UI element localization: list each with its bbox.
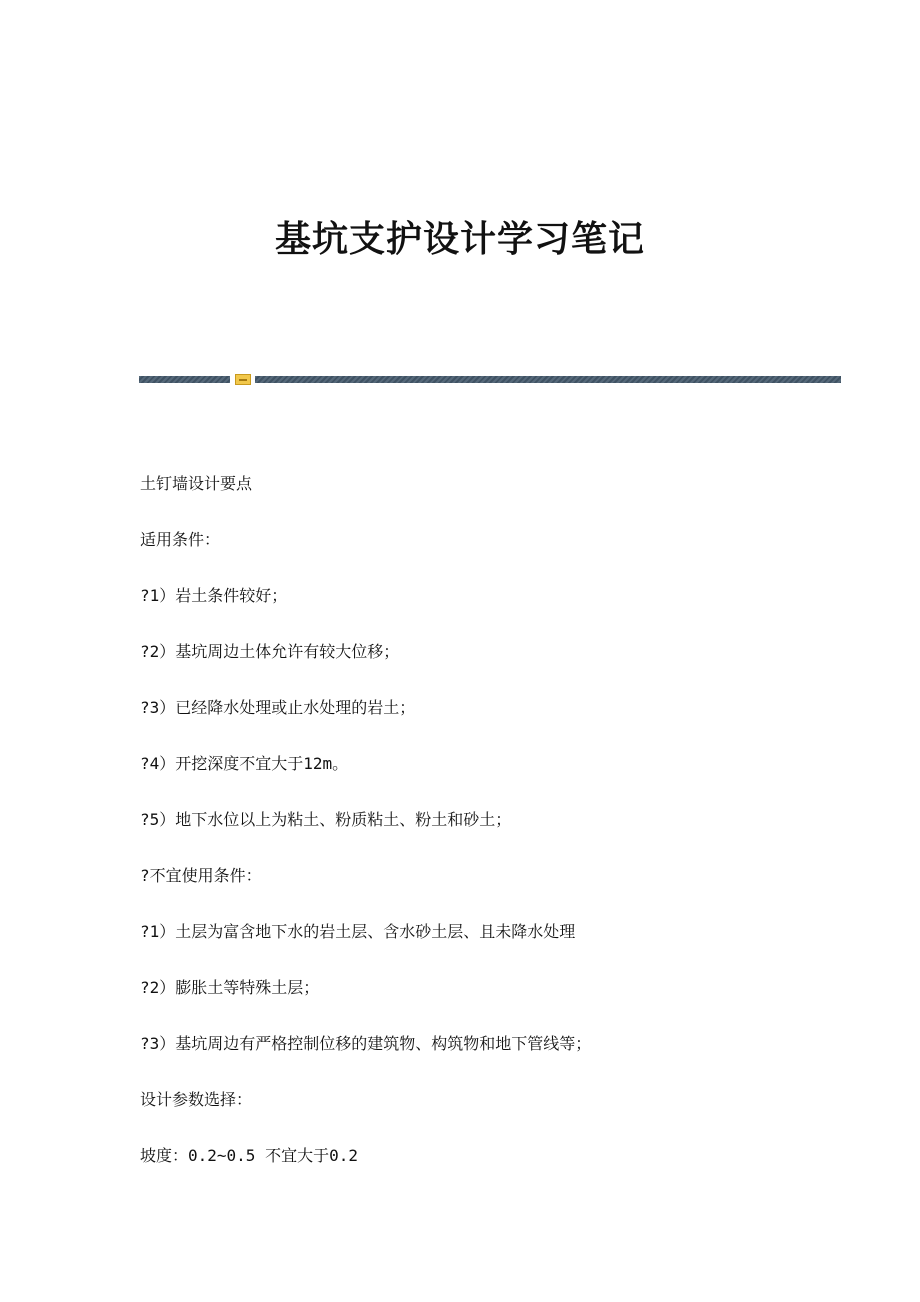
title-divider [139,374,841,385]
paragraph-line: 坡度：0.2~0.5 不宜大于0.2 [140,1146,358,1165]
paragraph-line: ?1）岩土条件较好； [140,586,288,605]
divider-bar-right [255,376,841,383]
subheading-applicable: 适用条件： [140,530,221,549]
page-title: 基坑支护设计学习笔记 [274,218,645,260]
document-body [140,470,860,1198]
subheading-parameters: 设计参数选择： [140,1090,253,1109]
section-heading: 土钉墙设计要点 [140,474,253,493]
paragraph-line: ?2）膨胀土等特殊土层； [140,978,320,997]
paragraph-line: ?1）土层为富含地下水的岩土层、含水砂土层、且未降水处理 [140,922,576,941]
divider-bar-left [139,376,230,383]
divider-badge-icon [235,374,251,385]
paragraph-line: ?5）地下水位以上为粘土、粉质粘土、粉土和砂土； [140,810,512,829]
subheading-not-applicable: ?不宜使用条件： [140,866,262,885]
paragraph-line: ?3）基坑周边有严格控制位移的建筑物、构筑物和地下管线等； [140,1034,592,1053]
paragraph-line: ?4）开挖深度不宜大于12m。 [140,754,349,773]
paragraph-line: ?2）基坑周边土体允许有较大位移； [140,642,400,661]
paragraph-line: ?3）已经降水处理或止水处理的岩土； [140,698,416,717]
